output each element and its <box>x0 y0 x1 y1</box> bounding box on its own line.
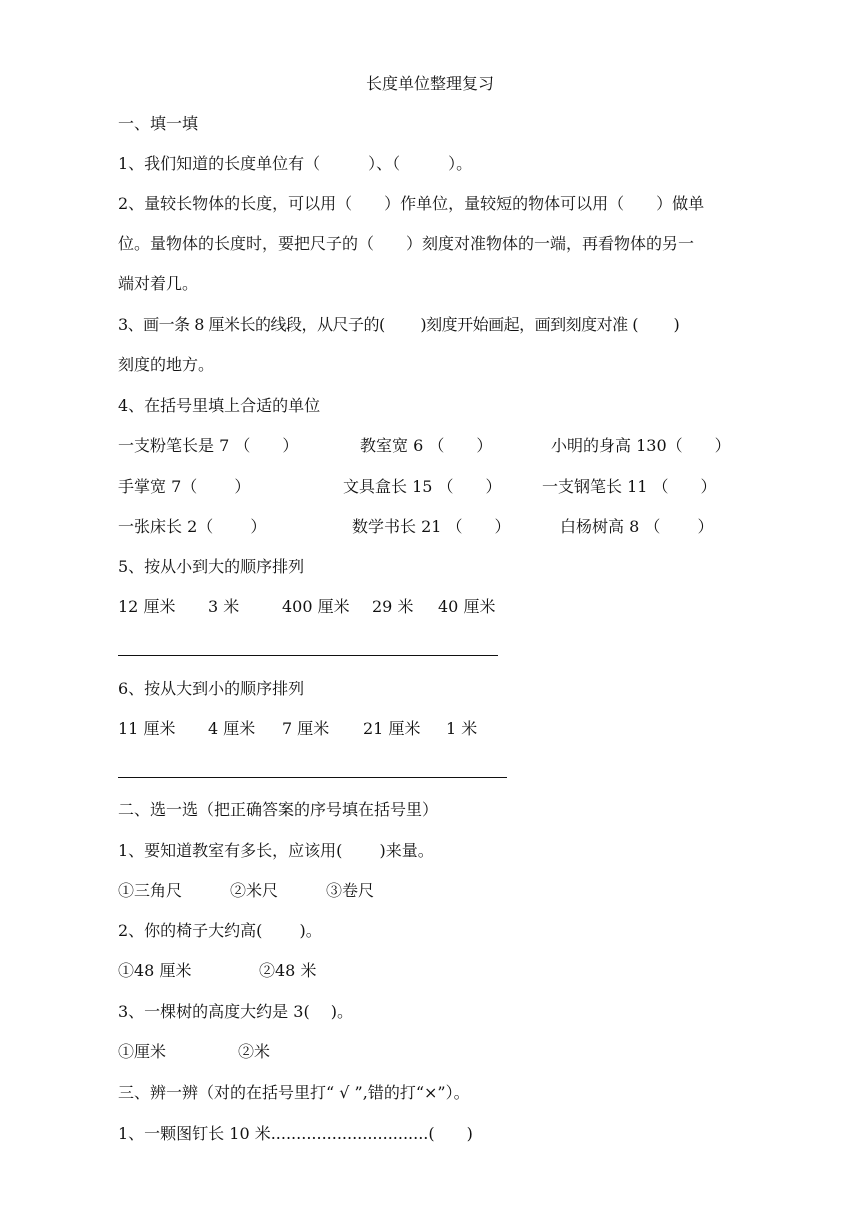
length-item: 4 厘米 <box>208 719 256 738</box>
s1-question-1: 1、我们知道的长度单位有（ ）、（ ）。 <box>118 154 473 173</box>
length-item: 7 厘米 <box>282 719 330 738</box>
descending-items <box>0 719 860 739</box>
ascending-items <box>0 597 860 617</box>
s2-question-2: 2、你的椅子大约高( )。 <box>118 921 322 940</box>
unit-item: 数学书长 21 （ ） <box>352 517 511 536</box>
unit-item: 一支钢笔长 11 （ ） <box>542 477 717 496</box>
s1-question-5-heading: 5、按从小到大的顺序排列 <box>118 557 305 576</box>
option-item: ③卷尺 <box>326 881 375 900</box>
option-item: ②48 米 <box>259 961 317 980</box>
option-item: ①厘米 <box>118 1042 167 1061</box>
s1-question-3-line-1: 3、画一条 8 厘米长的线段，从尺子的( )刻度开始画起，画到刻度对准 ( ) <box>118 315 680 334</box>
s3-question-1: 1、一颗图钉长 10 米...............................( ) <box>118 1124 473 1143</box>
answer-line <box>118 655 498 656</box>
s1-question-3-line-2: 刻度的地方。 <box>118 355 215 374</box>
length-item: 11 厘米 <box>118 719 176 738</box>
s2-q2-options <box>0 961 860 981</box>
unit-row-1 <box>0 436 860 456</box>
s2-question-1: 1、要知道教室有多长，应该用( )来量。 <box>118 841 434 860</box>
s1-question-2-line-1: 2、量较长物体的长度，可以用（ ）作单位，量较短的物体可以用（ ）做单 <box>118 194 705 213</box>
length-item: 29 米 <box>372 597 414 616</box>
section1-heading: 一、填一填 <box>118 114 199 133</box>
s2-q3-options <box>0 1042 860 1062</box>
s2-question-3: 3、一棵树的高度大约是 3( )。 <box>118 1002 354 1021</box>
option-item: ①48 厘米 <box>118 961 192 980</box>
length-item: 400 厘米 <box>282 597 350 616</box>
option-item: ②米尺 <box>230 881 279 900</box>
s1-question-2-line-3: 端对着几。 <box>118 274 199 293</box>
length-item: 1 米 <box>446 719 478 738</box>
unit-item: 教室宽 6 （ ） <box>360 436 493 455</box>
unit-row-3 <box>0 517 860 537</box>
length-item: 40 厘米 <box>438 597 496 616</box>
unit-item: 文具盒长 15 （ ） <box>343 477 502 496</box>
s1-question-6-heading: 6、按从大到小的顺序排列 <box>118 679 305 698</box>
length-item: 12 厘米 <box>118 597 176 616</box>
s1-question-2-line-2: 位。量物体的长度时，要把尺子的（ ）刻度对准物体的一端，再看物体的另一 <box>118 234 695 253</box>
unit-row-2 <box>0 477 860 497</box>
length-item: 3 米 <box>208 597 240 616</box>
section3-heading: 三、辨一辨（对的在括号里打“ √ ”,错的打“×”）。 <box>118 1083 470 1102</box>
s2-q1-options <box>0 881 860 901</box>
s1-question-4-heading: 4、在括号里填上合适的单位 <box>118 396 321 415</box>
unit-item: 一支粉笔长是 7 （ ） <box>118 436 299 455</box>
page-title: 长度单位整理复习 <box>365 74 494 93</box>
unit-item: 小明的身高 130（ ） <box>551 436 731 455</box>
answer-line <box>118 777 507 778</box>
option-item: ①三角尺 <box>118 881 183 900</box>
unit-item: 白杨树高 8 （ ） <box>560 517 714 536</box>
option-item: ②米 <box>238 1042 271 1061</box>
unit-item: 手掌宽 7（ ） <box>118 477 251 496</box>
unit-item: 一张床长 2（ ） <box>118 517 267 536</box>
section2-heading: 二、选一选（把正确答案的序号填在括号里） <box>118 800 439 819</box>
length-item: 21 厘米 <box>363 719 421 738</box>
